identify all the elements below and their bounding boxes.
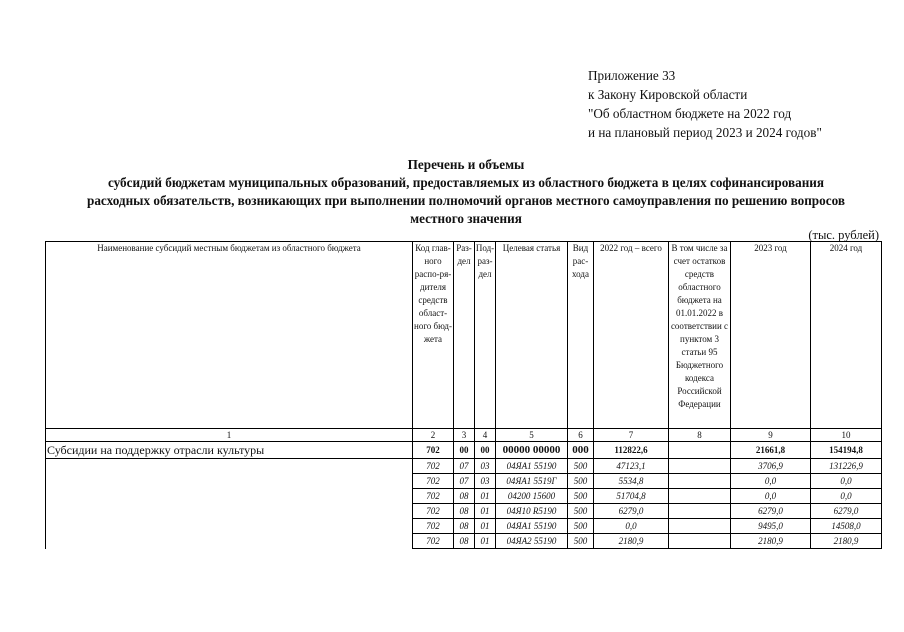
row-target: 04ЯA1 55190 — [496, 519, 568, 534]
header-name: Наименование субсидий местным бюджетам из областного бюджета — [46, 242, 413, 429]
col-number: 8 — [669, 429, 731, 442]
row-code: 702 — [413, 459, 454, 474]
header-included: В том числе за счет остатков средств областного бюджета на 01.01.2022 в соответствии с пунктом 3 статьи 95 Бюджетного кодекса Российской Федерации — [669, 242, 731, 429]
total-kind: 000 — [568, 442, 594, 459]
row-2024: 131226,9 — [811, 459, 882, 474]
col-number: 2 — [413, 429, 454, 442]
row-subsection: 01 — [475, 504, 496, 519]
unit-label: (тыс. рублей) — [808, 228, 879, 242]
approval-block — [588, 66, 888, 142]
total-subsection: 00 — [475, 442, 496, 459]
total-row — [46, 442, 882, 459]
row-target: 04ЯA2 55190 — [496, 534, 568, 549]
header-code: Код глав-ного распо-ря-дителя средств област-ного бюд-жета — [413, 242, 454, 429]
row-subsection: 03 — [475, 459, 496, 474]
row-subsection: 01 — [475, 519, 496, 534]
row-2023: 9495,0 — [731, 519, 811, 534]
row-2022: 0,0 — [594, 519, 669, 534]
blank-cell — [46, 489, 413, 504]
approval-line-4: и на плановый период 2023 и 2024 годов" — [588, 125, 822, 140]
blank-cell — [46, 519, 413, 534]
table-row — [46, 519, 882, 534]
row-section: 08 — [454, 504, 475, 519]
header-kind: Вид рас-хода — [568, 242, 594, 429]
row-subsection: 01 — [475, 534, 496, 549]
row-2024: 0,0 — [811, 474, 882, 489]
total-name: Субсидии на поддержку отрасли культуры — [46, 442, 413, 459]
title-line-2: субсидий бюджетам муниципальных образований, предоставляемых из областного бюджета в целях софинансирования — [107, 175, 825, 190]
col-number: 4 — [475, 429, 496, 442]
row-included — [669, 474, 731, 489]
header-target: Целевая статья — [496, 242, 568, 429]
row-2024: 2180,9 — [811, 534, 882, 549]
approval-line-1: Приложение 33 — [588, 68, 676, 83]
row-included — [669, 519, 731, 534]
col-number: 5 — [496, 429, 568, 442]
document-title — [40, 156, 892, 228]
title-line-1: Перечень и объемы — [407, 157, 525, 172]
header-row — [46, 242, 882, 429]
approval-line-3: "Об областном бюджете на 2022 год — [588, 106, 792, 121]
table-row — [46, 534, 882, 549]
row-2023: 6279,0 — [731, 504, 811, 519]
row-2023: 0,0 — [731, 489, 811, 504]
row-section: 08 — [454, 519, 475, 534]
col-number: 3 — [454, 429, 475, 442]
blank-cell — [46, 459, 413, 474]
row-section: 07 — [454, 474, 475, 489]
row-2023: 3706,9 — [731, 459, 811, 474]
row-2022: 2180,9 — [594, 534, 669, 549]
total-2022: 112822,6 — [594, 442, 669, 459]
col-number: 1 — [46, 429, 413, 442]
header-subsection: Под-раз-дел — [475, 242, 496, 429]
total-target: 00000 00000 — [496, 442, 568, 459]
blank-cell — [46, 474, 413, 489]
header-2023: 2023 год — [731, 242, 811, 429]
row-included — [669, 534, 731, 549]
row-2024: 14508,0 — [811, 519, 882, 534]
column-number-row — [46, 429, 882, 442]
row-code: 702 — [413, 534, 454, 549]
row-2023: 2180,9 — [731, 534, 811, 549]
row-2024: 6279,0 — [811, 504, 882, 519]
subsidy-table — [45, 241, 882, 549]
title-line-4: местного значения — [410, 211, 522, 226]
row-kind: 500 — [568, 519, 594, 534]
row-2022: 51704,8 — [594, 489, 669, 504]
blank-cell — [46, 534, 413, 549]
row-code: 702 — [413, 519, 454, 534]
total-code: 702 — [413, 442, 454, 459]
header-2024: 2024 год — [811, 242, 882, 429]
row-kind: 500 — [568, 459, 594, 474]
row-code: 702 — [413, 504, 454, 519]
total-included — [669, 442, 731, 459]
header-section: Раз-дел — [454, 242, 475, 429]
row-target: 04Я10 R5190 — [496, 504, 568, 519]
row-included — [669, 504, 731, 519]
row-2024: 0,0 — [811, 489, 882, 504]
row-section: 07 — [454, 459, 475, 474]
row-2022: 47123,1 — [594, 459, 669, 474]
header-2022: 2022 год – всего — [594, 242, 669, 429]
row-kind: 500 — [568, 534, 594, 549]
row-included — [669, 489, 731, 504]
row-kind: 500 — [568, 489, 594, 504]
blank-cell — [46, 504, 413, 519]
row-2022: 5534,8 — [594, 474, 669, 489]
row-code: 702 — [413, 474, 454, 489]
total-section: 00 — [454, 442, 475, 459]
col-number: 10 — [811, 429, 882, 442]
col-number: 7 — [594, 429, 669, 442]
row-section: 08 — [454, 534, 475, 549]
row-included — [669, 459, 731, 474]
row-kind: 500 — [568, 504, 594, 519]
table-row — [46, 489, 882, 504]
row-2022: 6279,0 — [594, 504, 669, 519]
total-2024: 154194,8 — [811, 442, 882, 459]
row-target: 04ЯA1 55190 — [496, 459, 568, 474]
title-line-3: расходных обязательств, возникающих при выполнении полномочий органов местного самоуправления по решению вопросов — [87, 193, 845, 208]
row-target: 04200 15600 — [496, 489, 568, 504]
row-2023: 0,0 — [731, 474, 811, 489]
approval-line-2: к Закону Кировской области — [588, 87, 748, 102]
row-kind: 500 — [568, 474, 594, 489]
total-2023: 21661,8 — [731, 442, 811, 459]
row-target: 04ЯA1 5519Г — [496, 474, 568, 489]
table-row — [46, 474, 882, 489]
col-number: 9 — [731, 429, 811, 442]
col-number: 6 — [568, 429, 594, 442]
row-subsection: 01 — [475, 489, 496, 504]
row-code: 702 — [413, 489, 454, 504]
row-subsection: 03 — [475, 474, 496, 489]
table-row — [46, 504, 882, 519]
row-section: 08 — [454, 489, 475, 504]
table-row — [46, 459, 882, 474]
